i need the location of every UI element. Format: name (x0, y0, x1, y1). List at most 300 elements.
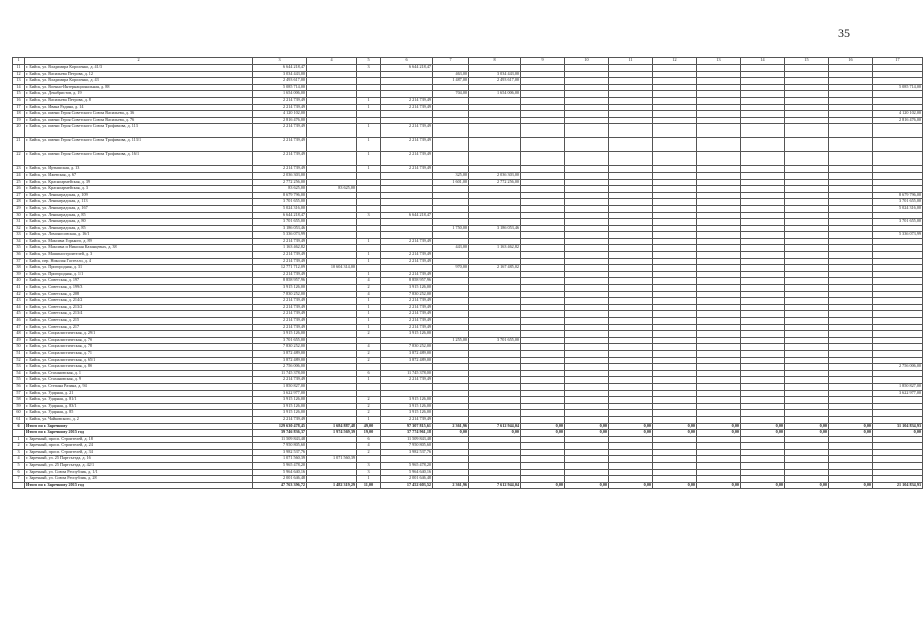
row-number-cell: 43 (13, 298, 25, 305)
value-cell (653, 337, 697, 344)
value-cell: 4 120 102,00 (253, 111, 307, 118)
column-number-header: 5 (357, 58, 381, 65)
address-cell: г. Бийск, ул. Социалистическая, д. 8б (25, 364, 253, 371)
value-cell (609, 449, 653, 456)
value-cell (381, 186, 433, 193)
value-cell (653, 212, 697, 219)
value-cell (521, 416, 565, 423)
table-row (13, 124, 923, 138)
value-cell (307, 271, 357, 278)
row-number-cell: 40 (13, 278, 25, 285)
value-cell: 1 (357, 318, 381, 325)
address-cell: Итого по г. Заречному 2015 год (25, 482, 253, 489)
value-cell (653, 298, 697, 305)
value-cell (741, 166, 785, 173)
value-cell (609, 337, 653, 344)
value-cell: 2 214 739,49 (381, 304, 433, 311)
row-number-cell: 53 (13, 364, 25, 371)
value-cell (829, 463, 873, 470)
value-cell (829, 205, 873, 212)
value-cell (469, 416, 521, 423)
value-cell (307, 166, 357, 173)
value-cell (307, 212, 357, 219)
value-cell (741, 225, 785, 232)
value-cell (653, 271, 697, 278)
value-cell: 3 915 126,00 (253, 403, 307, 410)
value-cell (307, 245, 357, 252)
value-cell (873, 172, 923, 179)
value-cell (653, 390, 697, 397)
value-cell (469, 456, 521, 463)
value-cell (785, 377, 829, 384)
address-cell: г. Бийск, ул. Ударная, д. 21 (25, 390, 253, 397)
value-cell (697, 324, 741, 331)
table-row (13, 331, 923, 338)
value-cell (381, 205, 433, 212)
value-cell (829, 304, 873, 311)
value-cell (609, 463, 653, 470)
value-cell (873, 397, 923, 404)
value-cell (565, 416, 609, 423)
address-cell: г. Бийск, ул. имени Героя Советского Союза Васильева, д. 36 (25, 111, 253, 118)
value-cell: 2 816 476,00 (873, 117, 923, 124)
value-cell (873, 449, 923, 456)
table-row (13, 212, 923, 219)
address-cell: г. Бийск, ул. Ленинградская, д. 85 (25, 212, 253, 219)
value-cell (785, 344, 829, 351)
value-cell (381, 225, 433, 232)
value-cell (433, 199, 469, 206)
value-cell (307, 331, 357, 338)
value-cell (307, 436, 357, 443)
value-cell: 2 214 739,49 (253, 238, 307, 245)
value-cell (873, 298, 923, 305)
value-cell: 8 858 957,96 (381, 278, 433, 285)
value-cell: 1 (357, 97, 381, 104)
value-cell (741, 117, 785, 124)
row-number-cell: 54 (13, 370, 25, 377)
value-cell (873, 331, 923, 338)
value-cell (469, 278, 521, 285)
row-number-cell: 29 (13, 205, 25, 212)
value-cell (785, 212, 829, 219)
value-cell (697, 318, 741, 325)
address-cell: г. Бийск, ул. Ударная, д. 81/1 (25, 397, 253, 404)
value-cell (741, 364, 785, 371)
value-cell (433, 377, 469, 384)
value-cell: 0,00 (741, 430, 785, 437)
value-cell (521, 324, 565, 331)
value-cell: 2 (357, 357, 381, 364)
value-cell (609, 298, 653, 305)
value-cell (433, 469, 469, 476)
address-cell: г. Бийск, ул. Ленинградская, д. 113 (25, 199, 253, 206)
value-cell (697, 383, 741, 390)
value-cell (307, 278, 357, 285)
value-cell (653, 166, 697, 173)
value-cell (609, 443, 653, 450)
address-cell: г. Бийск, ул. Чайковского, д. 2 (25, 416, 253, 423)
value-cell (873, 65, 923, 72)
value-cell (697, 232, 741, 239)
value-cell (469, 304, 521, 311)
value-cell (697, 124, 741, 138)
value-cell: 5 964 640,16 (253, 469, 307, 476)
value-cell (609, 265, 653, 272)
address-cell: г. Бийск, ул. имени Героя Советского Союза Трофимова, д. 113/1 (25, 138, 253, 152)
value-cell (609, 271, 653, 278)
value-cell: 3 915 126,00 (381, 410, 433, 417)
value-cell (785, 172, 829, 179)
value-cell (741, 456, 785, 463)
value-cell (565, 219, 609, 226)
value-cell (469, 97, 521, 104)
value-cell (873, 271, 923, 278)
value-cell (873, 350, 923, 357)
value-cell: 2 036 303,00 (253, 172, 307, 179)
value-cell (357, 225, 381, 232)
value-cell (521, 65, 565, 72)
value-cell (873, 304, 923, 311)
value-cell (653, 449, 697, 456)
value-cell: 17 452 603,52 (381, 482, 433, 489)
value-cell: 2 214 739,49 (381, 152, 433, 166)
value-cell: 1 (357, 271, 381, 278)
value-cell (653, 245, 697, 252)
register-table (12, 57, 923, 489)
value-cell (873, 278, 923, 285)
address-cell: г. Бийск, ул. Васильева Петрова, д. 8 (25, 97, 253, 104)
value-cell: 8 679 796,00 (873, 192, 923, 199)
value-cell (697, 245, 741, 252)
value-cell: 2 214 739,49 (253, 298, 307, 305)
value-cell: 3 872 489,00 (253, 357, 307, 364)
value-cell: 2 493 617,00 (253, 78, 307, 85)
table-row (13, 225, 923, 232)
value-cell (697, 443, 741, 450)
value-cell (433, 285, 469, 292)
value-cell (565, 278, 609, 285)
value-cell (565, 463, 609, 470)
value-cell (433, 138, 469, 152)
value-cell (307, 232, 357, 239)
value-cell (741, 324, 785, 331)
value-cell (565, 225, 609, 232)
address-cell: г. Бийск, ул. Ивана Радина, д. 14 (25, 104, 253, 111)
value-cell (469, 390, 521, 397)
value-cell (609, 192, 653, 199)
table-row (13, 166, 923, 173)
value-cell (829, 192, 873, 199)
value-cell (697, 337, 741, 344)
value-cell: 3 915 126,00 (381, 285, 433, 292)
value-cell: 2 001 646,48 (253, 476, 307, 483)
value-cell (565, 456, 609, 463)
value-cell (697, 238, 741, 245)
row-number-cell: 35 (13, 245, 25, 252)
value-cell (785, 238, 829, 245)
value-cell: 443,00 (433, 245, 469, 252)
value-cell (785, 252, 829, 259)
table-row (13, 436, 923, 443)
column-number-header: 9 (521, 58, 565, 65)
row-number-cell: 1 (13, 436, 25, 443)
value-cell: 1 (357, 324, 381, 331)
value-cell: 3 (357, 469, 381, 476)
value-cell: 4 (357, 278, 381, 285)
table-row (13, 278, 923, 285)
address-cell: г. Бийск, ул. Красноармейская, д. 39 (25, 179, 253, 186)
value-cell (697, 258, 741, 265)
value-cell (785, 186, 829, 193)
value-cell (381, 383, 433, 390)
table-row (13, 344, 923, 351)
value-cell: 0,00 (829, 482, 873, 489)
value-cell (785, 416, 829, 423)
value-cell (741, 199, 785, 206)
value-cell (785, 104, 829, 111)
value-cell (565, 337, 609, 344)
value-cell (357, 219, 381, 226)
value-cell (873, 324, 923, 331)
value-cell (469, 370, 521, 377)
value-cell: 1 (357, 304, 381, 311)
value-cell: 2 361,96 (433, 423, 469, 430)
value-cell (829, 331, 873, 338)
value-cell: 0,00 (609, 482, 653, 489)
value-cell: 1 (357, 104, 381, 111)
value-cell (521, 179, 565, 186)
value-cell: 3 701 655,00 (873, 199, 923, 206)
value-cell: 1 850 827,00 (253, 383, 307, 390)
value-cell (741, 463, 785, 470)
address-cell: г. Бийск, ул. имени Героя Советского Союза Трофимова, д. 113 (25, 124, 253, 138)
value-cell (565, 71, 609, 78)
value-cell (873, 265, 923, 272)
value-cell (741, 377, 785, 384)
value-cell (469, 357, 521, 364)
value-cell (829, 252, 873, 259)
value-cell (829, 104, 873, 111)
value-cell (785, 271, 829, 278)
value-cell (697, 285, 741, 292)
value-cell (873, 238, 923, 245)
value-cell (741, 238, 785, 245)
table-row (13, 397, 923, 404)
value-cell (741, 91, 785, 98)
value-cell (307, 463, 357, 470)
value-cell (565, 192, 609, 199)
column-number-header: 12 (653, 58, 697, 65)
row-number-cell: 25 (13, 179, 25, 186)
value-cell (653, 104, 697, 111)
value-cell: 2 214 739,49 (253, 104, 307, 111)
row-number-cell: 16 (13, 97, 25, 104)
value-cell (433, 186, 469, 193)
value-cell (697, 138, 741, 152)
table-row (13, 71, 923, 78)
table-row (13, 179, 923, 186)
value-cell: 1 163 462,82 (469, 245, 521, 252)
row-number-cell: 49 (13, 337, 25, 344)
value-cell (609, 258, 653, 265)
value-cell (521, 117, 565, 124)
value-cell (653, 344, 697, 351)
value-cell (697, 357, 741, 364)
value-cell (653, 324, 697, 331)
value-cell (829, 291, 873, 298)
value-cell (829, 124, 873, 138)
value-cell (469, 397, 521, 404)
value-cell (307, 370, 357, 377)
value-cell (785, 232, 829, 239)
value-cell (433, 304, 469, 311)
value-cell (829, 278, 873, 285)
row-number-cell: 2 (13, 443, 25, 450)
value-cell: 1 (357, 124, 381, 138)
value-cell (609, 199, 653, 206)
value-cell: 2 214 739,49 (253, 318, 307, 325)
row-number-cell: 61 (13, 416, 25, 423)
address-cell: г. Бийск, ул. Социалистическая, д. 65/1 (25, 357, 253, 364)
value-cell (741, 370, 785, 377)
address-cell: г. Бийск, ул. Советская, д. 197 (25, 278, 253, 285)
value-cell (307, 205, 357, 212)
value-cell: 2 214 739,49 (253, 138, 307, 152)
table-row (13, 357, 923, 364)
value-cell (653, 179, 697, 186)
value-cell (741, 403, 785, 410)
value-cell (697, 278, 741, 285)
column-number-header: 4 (307, 58, 357, 65)
value-cell: 2 214 739,49 (381, 324, 433, 331)
value-cell: 7 950 805,60 (381, 443, 433, 450)
column-number-header: 10 (565, 58, 609, 65)
value-cell (565, 344, 609, 351)
value-cell (829, 238, 873, 245)
value-cell (785, 469, 829, 476)
row-number-cell: 19 (13, 117, 25, 124)
value-cell (697, 449, 741, 456)
value-cell: 129 630 478,45 (253, 423, 307, 430)
table-row (13, 298, 923, 305)
value-cell (697, 111, 741, 118)
value-cell (565, 350, 609, 357)
table-row (13, 192, 923, 199)
table-row (13, 232, 923, 239)
value-cell (873, 311, 923, 318)
value-cell (697, 364, 741, 371)
value-cell (565, 166, 609, 173)
value-cell (521, 84, 565, 91)
value-cell: 1 (357, 152, 381, 166)
value-cell (785, 225, 829, 232)
value-cell: 0,00 (433, 430, 469, 437)
address-cell: г. Бийск, ул. Максима Горького, д. 89 (25, 238, 253, 245)
value-cell (381, 219, 433, 226)
value-cell (521, 258, 565, 265)
column-number-header: 14 (741, 58, 785, 65)
value-cell (785, 138, 829, 152)
value-cell: 7 830 252,00 (381, 291, 433, 298)
value-cell (565, 252, 609, 259)
value-cell (565, 357, 609, 364)
address-cell: г. Бийск, ул. Пригородная, д. 1/1 (25, 271, 253, 278)
value-cell (307, 84, 357, 91)
address-cell: г. Заречный, ул. Союза Республик, д. 28 (25, 476, 253, 483)
value-cell (433, 463, 469, 470)
address-cell: г. Бийск, ул. Декабристов, д. 19 (25, 91, 253, 98)
value-cell (785, 78, 829, 85)
value-cell: 6 (357, 436, 381, 443)
value-cell (565, 298, 609, 305)
value-cell: 3 872 489,00 (381, 350, 433, 357)
value-cell (697, 390, 741, 397)
table-row (13, 476, 923, 483)
value-cell: 1 (357, 298, 381, 305)
value-cell (521, 245, 565, 252)
address-cell: г. Бийск, ул. Стахановская, д. 9 (25, 377, 253, 384)
value-cell (697, 199, 741, 206)
value-cell: 0,00 (653, 423, 697, 430)
value-cell (829, 410, 873, 417)
value-cell: 1 487,00 (433, 78, 469, 85)
value-cell: 1 654 006,00 (253, 91, 307, 98)
value-cell (521, 456, 565, 463)
value-cell (873, 337, 923, 344)
value-cell (307, 337, 357, 344)
value-cell (829, 265, 873, 272)
value-cell (785, 456, 829, 463)
value-cell: 2 001 646,48 (381, 476, 433, 483)
column-number-header: 13 (697, 58, 741, 65)
value-cell (433, 298, 469, 305)
value-cell (521, 383, 565, 390)
value-cell (357, 199, 381, 206)
value-cell (653, 192, 697, 199)
value-cell (829, 97, 873, 104)
value-cell: 3 915 126,00 (381, 397, 433, 404)
value-cell: 5 085 714,00 (873, 84, 923, 91)
value-cell: 3 701 655,00 (253, 219, 307, 226)
value-cell (433, 124, 469, 138)
value-cell (697, 298, 741, 305)
row-number-cell: 46 (13, 318, 25, 325)
address-cell: г. Бийск, ул. Социалистическая, д. 29/1 (25, 331, 253, 338)
value-cell (469, 403, 521, 410)
value-cell (565, 212, 609, 219)
table-header-row (13, 58, 923, 65)
value-cell (873, 291, 923, 298)
value-cell (697, 370, 741, 377)
column-number-header: 16 (829, 58, 873, 65)
value-cell (609, 456, 653, 463)
value-cell (521, 111, 565, 118)
value-cell (565, 138, 609, 152)
value-cell (697, 252, 741, 259)
value-cell (609, 166, 653, 173)
address-cell: г. Заречный, ул. 25 Партсъезда, д. 16 (25, 456, 253, 463)
value-cell: 97 307 815,61 (381, 423, 433, 430)
value-cell (653, 350, 697, 357)
value-cell: 3 701 655,00 (253, 337, 307, 344)
value-cell (741, 205, 785, 212)
value-cell (697, 271, 741, 278)
value-cell (565, 117, 609, 124)
address-cell: г. Бийск, ул. Ленинградская, д. 85 (25, 225, 253, 232)
row-number-cell: 33 (13, 232, 25, 239)
value-cell (741, 390, 785, 397)
